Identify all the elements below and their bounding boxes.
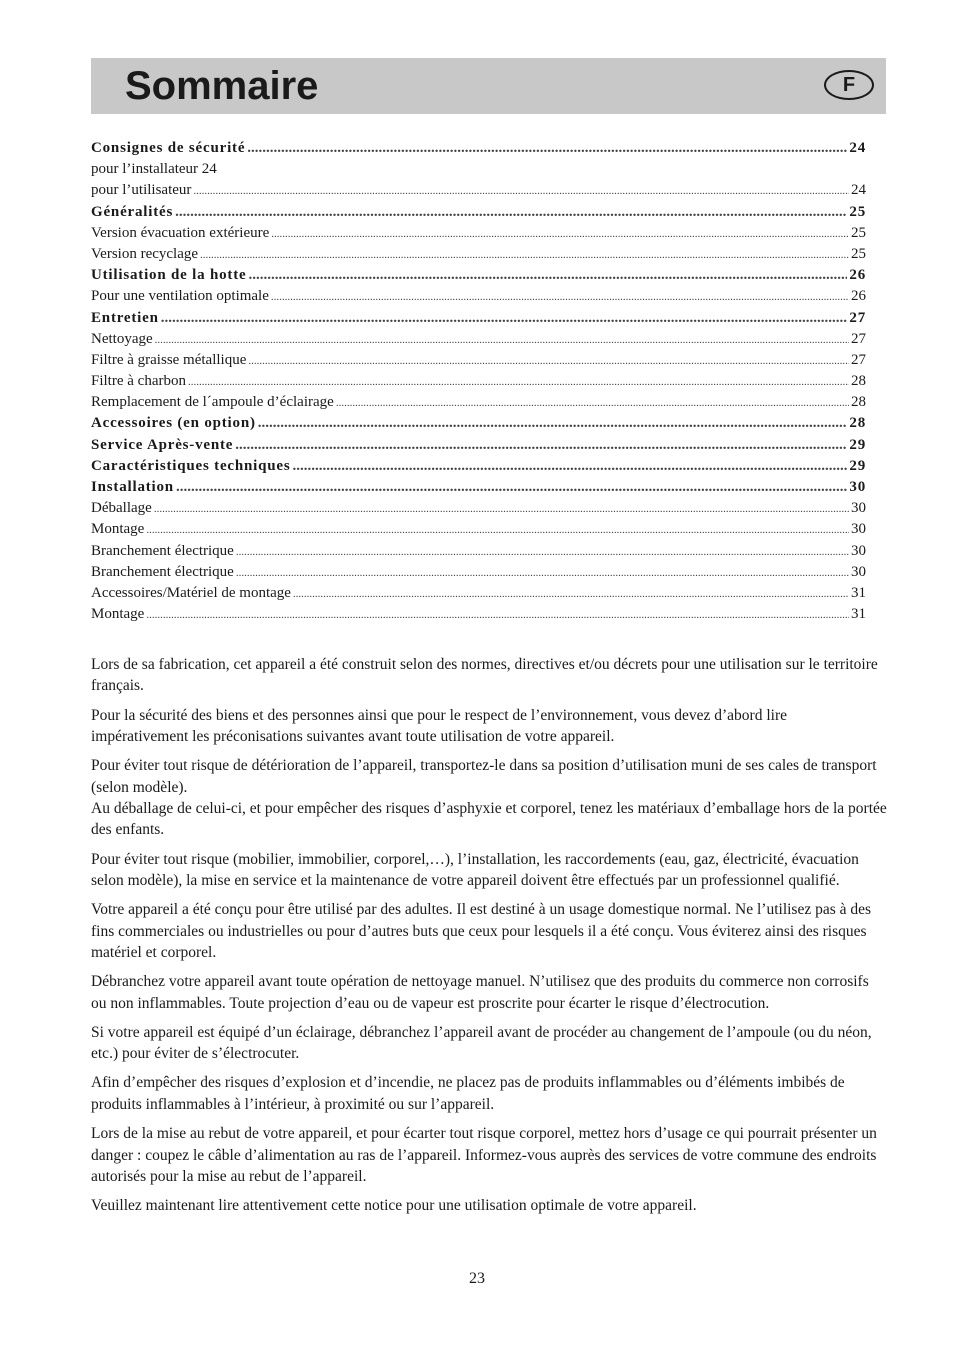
toc-entry-title: Version évacuation extérieure xyxy=(91,224,270,241)
toc-entry-page: 25 xyxy=(849,203,866,220)
toc-entry-title: Montage xyxy=(91,521,145,538)
toc-entry-title: Caractéristiques techniques xyxy=(91,457,291,474)
toc-entry-title: Consignes de sécurité xyxy=(91,140,246,156)
toc-leader-dots xyxy=(248,351,849,372)
toc-entry xyxy=(91,562,866,583)
body-paragraph: Pour éviter tout risque (mobilier, immobilier, corporel,…), l’installation, les raccordements (eau, gaz, électricité, évacuation selon modèle), la mise en service et la maintenance de votre appareil doivent être effectués par un professionnel qualifié. xyxy=(91,850,859,890)
body-paragraph: Lors de la mise au rebut de votre appareil, et pour écarter tout risque corporel, mettez hors d’usage ce qui pourrait présenter un danger : coupez le câble d’alimentation au ras de l’appareil. Informez-vous auprès des services de votre commune des endroits autorisés pour la mise au rebut de l’appareil. xyxy=(91,1125,877,1185)
toc-entry-page: 31 xyxy=(851,584,866,601)
toc-leader-dots xyxy=(188,372,849,393)
toc-entry-title: Entretien xyxy=(91,309,159,326)
toc-entry xyxy=(91,350,866,371)
toc-entry xyxy=(91,329,866,350)
toc-entry-page: 30 xyxy=(851,542,866,559)
toc-entry-page: 30 xyxy=(851,521,866,538)
toc-entry xyxy=(91,138,866,159)
toc-leader-dots xyxy=(154,499,849,520)
toc-entry-title: Utilisation de la hotte xyxy=(91,267,247,284)
toc-leader-dots xyxy=(247,138,847,159)
body-paragraph: Si votre appareil est équipé d’un éclairage, débranchez l’appareil avant de procéder au changement de l’ampoule (ou du néon, etc.) pour éviter de s’électrocuter. xyxy=(91,1023,872,1063)
toc-entry-title: Remplacement de l´ampoule d’éclairage xyxy=(91,394,334,411)
toc-entry-page: 27 xyxy=(851,330,866,347)
toc-entry-title: Filtre à charbon xyxy=(91,373,186,390)
toc-entry xyxy=(91,180,866,201)
toc-entry xyxy=(91,371,866,392)
toc-entry-page: 26 xyxy=(849,267,866,284)
toc-leader-dots xyxy=(175,202,847,223)
toc-entry-page: 30 xyxy=(851,500,866,517)
toc-entry xyxy=(91,435,866,456)
toc-entry-page: 27 xyxy=(851,351,866,368)
toc-entry xyxy=(91,413,866,434)
page-title: Sommaire xyxy=(125,64,319,108)
toc-entry-page: 25 xyxy=(851,245,866,262)
toc-leader-dots xyxy=(146,605,849,626)
toc-entry-title: pour l’utilisateur xyxy=(91,182,192,199)
table-of-contents xyxy=(91,138,866,625)
toc-entry-title: Service Après-vente xyxy=(91,436,234,453)
toc-entry-title: Accessoires/Matériel de montage xyxy=(91,584,291,601)
toc-entry-title: Nettoyage xyxy=(91,330,153,347)
toc-entry-title: Pour une ventilation optimale xyxy=(91,288,269,305)
toc-leader-dots xyxy=(200,245,849,266)
toc-entry xyxy=(91,265,866,286)
toc-leader-dots xyxy=(258,413,848,434)
body-paragraph: Lors de sa fabrication, cet appareil a été construit selon des normes, directives et/ou décrets pour une utilisation sur le territoire français. xyxy=(91,656,878,695)
toc-entry-title: Branchement électrique xyxy=(91,542,234,559)
toc-entry-page: 24 xyxy=(849,140,866,156)
page-number: 23 xyxy=(469,1270,485,1287)
toc-leader-dots xyxy=(271,224,849,245)
toc-entry xyxy=(91,477,866,498)
body-paragraph: Pour éviter tout risque de détérioration de l’appareil, transportez-le dans sa position d’utilisation muni de ses cales de transport (selon modèle). Au déballage de celui-ci, et pour empêcher des risques d’asphyxie et corporel, tenez les matériaux d’emballage hors de la portée des enfants. xyxy=(91,757,887,839)
toc-entry-title: Version recyclage xyxy=(91,245,199,262)
toc-entry-title: Branchement électrique xyxy=(91,563,234,580)
toc-entry-page: 28 xyxy=(851,373,866,390)
toc-entry xyxy=(91,392,866,413)
toc-leader-dots xyxy=(236,542,849,563)
toc-entry-page: 24 xyxy=(851,182,866,199)
toc-entry xyxy=(91,308,866,329)
toc-leader-dots xyxy=(336,393,849,414)
toc-leader-dots xyxy=(193,181,849,202)
body-paragraph: Pour la sécurité des biens et des personnes ainsi que pour le respect de l’environnement, vous devez d’abord lire impérativement les préconisations suivantes avant toute utilisation de votre appareil. xyxy=(91,706,787,746)
safety-instructions xyxy=(91,654,888,1224)
toc-entry-page: 27 xyxy=(849,309,866,326)
language-badge: F xyxy=(824,70,874,100)
toc-entry-title: pour l’installateur 24 xyxy=(91,161,217,178)
toc-entry-title: Accessoires (en option) xyxy=(91,415,256,432)
toc-entry-page: 31 xyxy=(851,606,866,623)
toc-entry xyxy=(91,202,866,223)
toc-entry-page: 30 xyxy=(849,479,866,495)
toc-entry xyxy=(91,286,866,307)
body-paragraph: Afin d’empêcher des risques d’explosion et d’incendie, ne placez pas de produits inflammables ou d’éléments imbibés de produits inflammables à l’intérieur, à proximité ou sur l’appareil. xyxy=(91,1074,845,1113)
toc-leader-dots xyxy=(248,265,847,286)
toc-leader-dots xyxy=(155,330,849,351)
toc-entry xyxy=(91,456,866,477)
toc-leader-dots xyxy=(176,477,847,498)
toc-entry-title: Déballage xyxy=(91,500,152,517)
toc-entry-title: Généralités xyxy=(91,203,174,220)
toc-entry xyxy=(91,604,866,625)
toc-entry xyxy=(91,498,866,519)
toc-leader-dots xyxy=(236,563,849,584)
body-paragraph: Veuillez maintenant lire attentivement cette notice pour une utilisation optimale de votre appareil. xyxy=(91,1197,697,1215)
toc-entry-title: Montage xyxy=(91,606,145,623)
toc-entry-page: 28 xyxy=(849,415,866,432)
toc-entry-page: 28 xyxy=(851,394,866,411)
toc-leader-dots xyxy=(293,584,849,605)
page-header xyxy=(91,58,886,114)
toc-entry xyxy=(91,519,866,540)
toc-entry-page: 29 xyxy=(849,436,866,453)
toc-leader-dots xyxy=(271,287,849,308)
toc-entry-title: Installation xyxy=(91,479,174,495)
toc-entry-page: 25 xyxy=(851,224,866,241)
toc-entry xyxy=(91,223,866,244)
body-paragraph: Débranchez votre appareil avant toute opération de nettoyage manuel. N’utilisez que des produits du commerce non corrosifs ou non inflammables. Toute projection d’eau ou de vapeur est proscrite pour écarter le risque d’électrocution. xyxy=(91,973,869,1012)
toc-entry xyxy=(91,244,866,265)
body-paragraph: Votre appareil a été conçu pour être utilisé par des adultes. Il est destiné à un usage domestique normal. Ne l’utilisez pas à des fins commerciales ou industrielles ou pour d’autres buts que ceux pour lesquels il a été conçu. Vous éviterez ainsi des risques matériel et corporel. xyxy=(91,901,872,962)
toc-entry xyxy=(91,583,866,604)
toc-entry-title: Filtre à graisse métallique xyxy=(91,351,247,368)
toc-entry xyxy=(91,159,866,180)
toc-entry-page: 30 xyxy=(851,563,866,580)
toc-entry xyxy=(91,541,866,562)
toc-leader-dots xyxy=(161,308,848,329)
toc-leader-dots xyxy=(235,435,847,456)
toc-entry-page: 26 xyxy=(851,288,866,305)
toc-entry-page: 29 xyxy=(849,457,866,474)
toc-leader-dots xyxy=(293,456,848,477)
toc-leader-dots xyxy=(146,520,849,541)
